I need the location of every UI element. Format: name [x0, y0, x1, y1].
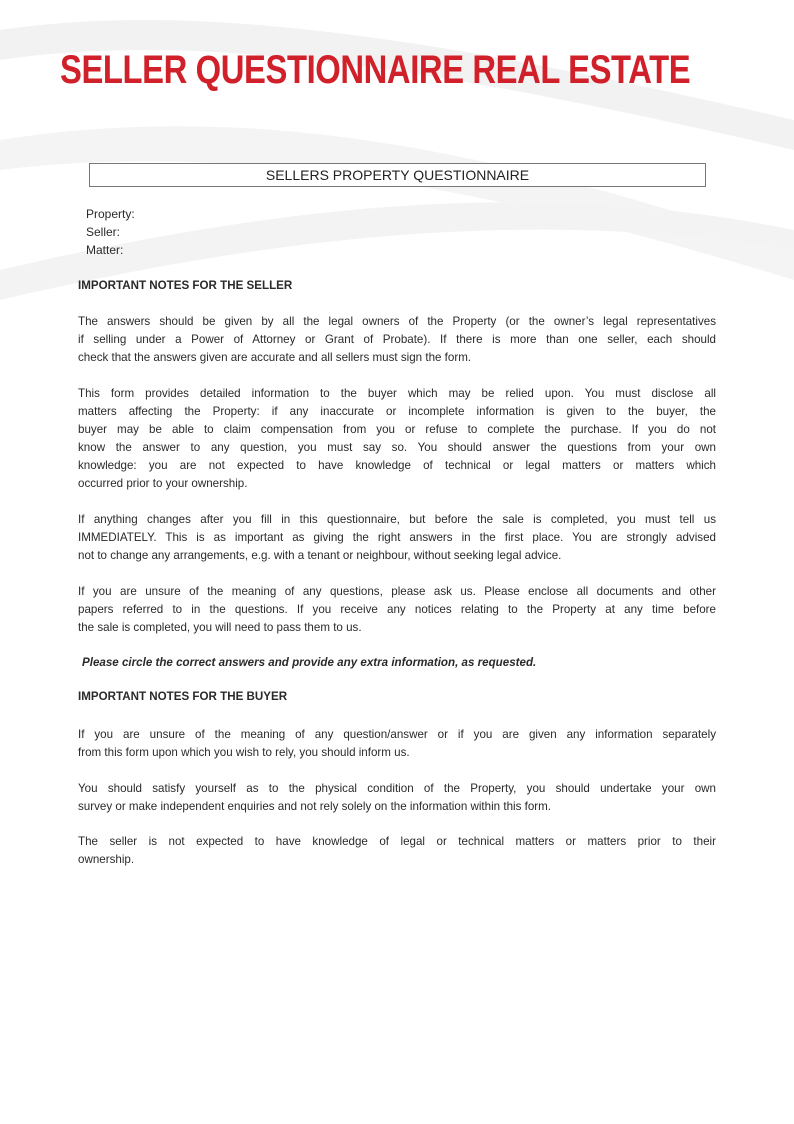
paragraph-line: check that the answers given are accurate and all sellers must sign the form. — [78, 351, 472, 364]
field-seller: Seller: — [86, 225, 121, 239]
paragraph-line: IMMEDIATELY. This is as important as giving the right answers in the first place. You are strongly advised — [78, 531, 716, 544]
circle-answers-note: Please circle the correct answers and provide any extra information, as requested. — [82, 656, 537, 669]
paragraph-line: The seller is not expected to have knowledge of legal or technical matters or matters prior to their — [78, 835, 716, 848]
paragraph-line: The answers should be given by all the legal owners of the Property (or the owner’s legal representatives — [78, 315, 716, 328]
paragraph-line: If anything changes after you fill in this questionnaire, but before the sale is completed, you must tell us — [78, 513, 716, 526]
paragraph-line: the sale is completed, you will need to pass them to us. — [78, 621, 362, 634]
buyer-paragraph — [78, 780, 716, 816]
paragraph-line: not to change any arrangements, e.g. with a tenant or neighbour, without seeking legal advice. — [78, 549, 562, 562]
buyer-notes-heading: IMPORTANT NOTES FOR THE BUYER — [78, 690, 288, 703]
seller-paragraph — [78, 313, 716, 367]
paragraph-line: occurred prior to your ownership. — [78, 477, 248, 490]
seller-notes-heading: IMPORTANT NOTES FOR THE SELLER — [78, 279, 293, 292]
paragraph-line: If you are unsure of the meaning of any question/answer or if you are given any information separately — [78, 728, 716, 741]
paragraph-line: ownership. — [78, 853, 135, 866]
buyer-paragraph — [78, 833, 716, 869]
seller-paragraph — [78, 583, 716, 637]
paragraph-line: from this form upon which you wish to rely, you should inform us. — [78, 746, 410, 759]
paragraph-line: matters affecting the Property: if any inaccurate or incomplete information is given to the buyer, the — [78, 405, 716, 418]
paragraph-line: If you are unsure of the meaning of any questions, please ask us. Please enclose all documents and other — [78, 585, 716, 598]
paragraph-line: knowledge: you are not expected to have knowledge of technical or legal matters or matters which — [78, 459, 716, 472]
form-fields — [86, 205, 135, 259]
form-title: SELLERS PROPERTY QUESTIONNAIRE — [89, 163, 706, 187]
seller-paragraph — [78, 385, 716, 493]
paragraph-line: if selling under a Power of Attorney or Grant of Probate). If there is more than one seller, each should — [78, 333, 716, 346]
paragraph-line: buyer may be able to claim compensation from you or refuse to complete the purchase. If you do not — [78, 423, 716, 436]
paragraph-line: papers referred to in the questions. If you receive any notices relating to the Property at any time before — [78, 603, 716, 616]
seller-paragraph — [78, 511, 716, 565]
page-title: SELLER QUESTIONNAIRE REAL ESTATE — [60, 48, 691, 92]
paragraph-line: This form provides detailed information to the buyer which may be relied upon. You must disclose all — [78, 387, 716, 400]
paragraph-line: survey or make independent enquiries and not rely solely on the information within this form. — [78, 800, 552, 813]
field-matter: Matter: — [86, 243, 124, 257]
field-property: Property: — [86, 207, 135, 221]
paragraph-line: You should satisfy yourself as to the physical condition of the Property, you should undertake your own — [78, 782, 716, 795]
buyer-paragraph — [78, 726, 716, 762]
paragraph-line: know the answer to any question, you must say so. You should answer the questions from your own — [78, 441, 716, 454]
